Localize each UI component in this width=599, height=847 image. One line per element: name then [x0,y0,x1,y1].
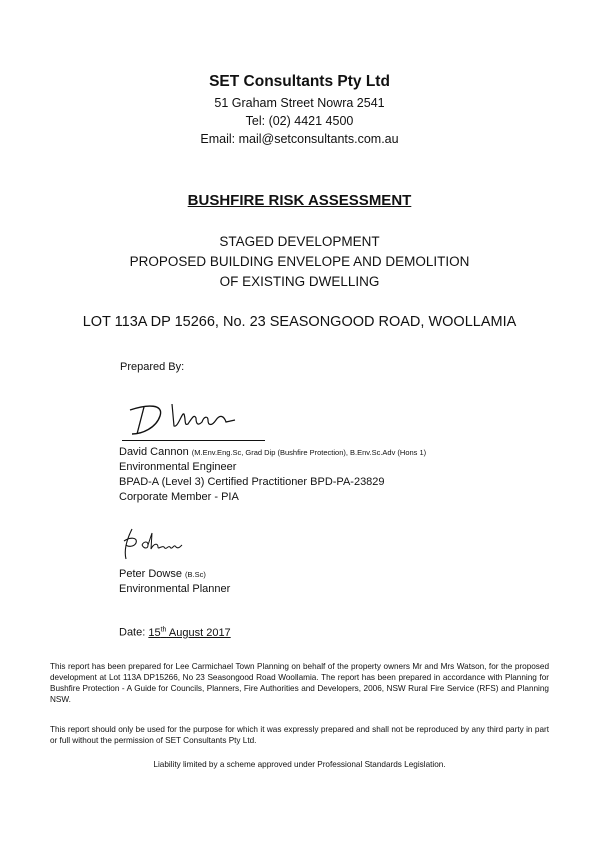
prepared-by-label: Prepared By: [120,361,185,373]
company-address: 51 Graham Street Nowra 2541 [214,96,385,110]
report-date [119,626,231,639]
signature-line [122,440,265,441]
subtitle-line-3: OF EXISTING DWELLING [219,274,380,289]
date-label: Date: [119,626,146,639]
company-phone: Tel: (02) 4421 4500 [245,114,354,128]
author1-name: David Cannon [119,446,189,458]
company-email: Email: mail@setconsultants.com.au [200,132,399,146]
author1-role: Environmental Engineer [119,461,237,473]
preparation-statement: This report has been prepared for Lee Carmichael Town Planning on behalf of the property owners Mr and Mrs Watson, for the proposed development at Lot 113A DP15266, No 23 Seasongood Road Woollamia. The report has been prepared in accordance with Planning for Bushfire Protection - A Guide for Councils, Planners, Fire Authorities and Developers, 2006, NSW Rural Fire Service (RFS) and Planning NSW. [50,662,549,704]
author2-role: Environmental Planner [119,583,231,595]
author2-qualifications: (B.Sc) [185,570,206,579]
author1-certification: BPAD-A (Level 3) Certified Practitioner BPD-PA-23829 [119,476,385,488]
date-value [148,627,230,639]
liability-statement: Liability limited by a scheme approved under Professional Standards Legislation. [153,760,446,769]
peter-dowse-signature [118,527,198,563]
author1-membership: Corporate Member - PIA [119,491,239,503]
author2-name: Peter Dowse [119,568,182,580]
date-suffix: th [160,626,167,633]
author1-qualifications: (M.Env.Eng.Sc, Grad Dip (Bushfire Protection), B.Env.Sc.Adv (Hons 1) [191,448,427,457]
author1-name-line [119,446,426,458]
lot-address: LOT 113A DP 15266, No. 23 SEASONGOOD ROAD, WOOLLAMIA [82,314,517,330]
report-title [0,192,599,209]
company-name: SET Consultants Pty Ltd [209,73,390,90]
subtitle-line-2: PROPOSED BUILDING ENVELOPE AND DEMOLITION [129,254,470,269]
author2-name-line [119,568,206,580]
usage-restriction-statement: This report should only be used for the purpose for which it was expressly prepared and shall not be reproduced by any third party in part or full without the permission of SET Consultants Pty Ltd. [50,725,549,745]
date-month-year: August 2017 [166,626,231,639]
report-title-text: BUSHFIRE RISK ASSESSMENT [187,192,412,209]
subtitle-line-1: STAGED DEVELOPMENT [219,234,380,249]
david-cannon-signature [120,398,250,440]
date-day: 15 [148,626,161,639]
